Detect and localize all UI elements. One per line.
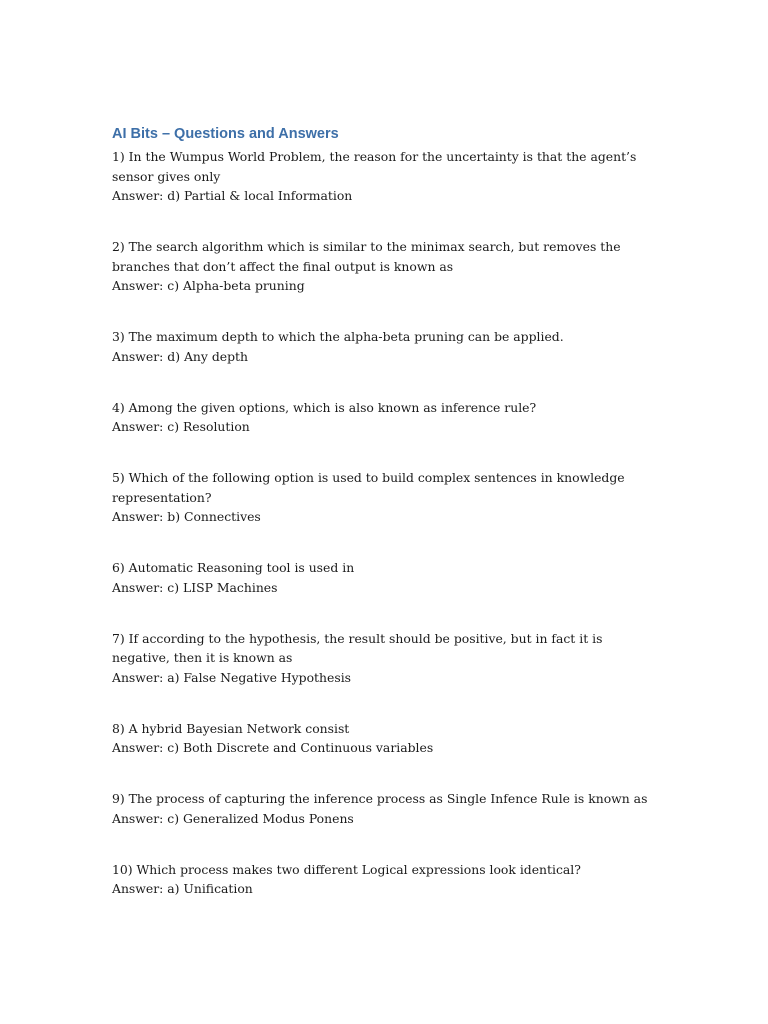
question-text: 3) The maximum depth to which the alpha-beta pruning can be applied.	[112, 329, 564, 344]
qa-item-9	[112, 789, 660, 828]
document-content	[112, 124, 660, 899]
page-title: AI Bits – Questions and Answers	[112, 126, 339, 142]
question-text: 5) Which of the following option is used to build complex sentences in knowledge representation?	[112, 470, 625, 505]
question-text: 4) Among the given options, which is also known as inference rule?	[112, 399, 537, 415]
spacer	[112, 296, 660, 328]
spacer	[112, 206, 660, 238]
qa-item-1	[112, 147, 660, 206]
question-text: 1) In the Wumpus World Problem, the reason for the uncertainty is that the agent’s sensor gives only	[112, 149, 637, 184]
question-text: 10) Which process makes two different Logical expressions look identical?	[112, 861, 581, 877]
spacer	[112, 366, 660, 398]
spacer	[112, 758, 660, 790]
answer-text: Answer: c) Alpha-beta pruning	[112, 278, 305, 293]
qa-item-5	[112, 468, 660, 527]
answer-text: Answer: c) Both Discrete and Continuous variables	[112, 740, 434, 755]
question-text: 2) The search algorithm which is similar to the minimax search, but removes the branches that don’t affect the final output is known as	[112, 239, 621, 274]
answer-text: Answer: c) Generalized Modus Ponens	[112, 810, 354, 826]
question-text: 9) The process of capturing the inference process as Single Infence Rule is known as	[112, 791, 648, 806]
answer-text: Answer: a) Unification	[112, 881, 253, 896]
spacer	[112, 527, 660, 559]
spacer	[112, 828, 660, 860]
question-text: 7) If according to the hypothesis, the result should be positive, but in fact it is negative, then it is known as	[112, 630, 603, 665]
answer-text: Answer: a) False Negative Hypothesis	[112, 669, 352, 685]
answer-text: Answer: c) Resolution	[112, 419, 250, 434]
spacer	[112, 687, 660, 719]
qa-item-4	[112, 398, 660, 437]
answer-text: Answer: c) LISP Machines	[112, 579, 278, 595]
answer-text: Answer: d) Any depth	[112, 348, 248, 364]
question-text: 6) Automatic Reasoning tool is used in	[112, 560, 355, 575]
spacer	[112, 437, 660, 469]
qa-item-6	[112, 558, 660, 597]
qa-item-8	[112, 719, 660, 758]
qa-item-2	[112, 237, 660, 296]
qa-item-7	[112, 629, 660, 688]
answer-text: Answer: d) Partial & local Information	[112, 188, 353, 203]
qa-item-3	[112, 327, 660, 366]
qa-item-10	[112, 860, 660, 899]
question-text: 8) A hybrid Bayesian Network consist	[112, 720, 350, 736]
answer-text: Answer: b) Connectives	[112, 509, 261, 524]
spacer	[112, 597, 660, 629]
